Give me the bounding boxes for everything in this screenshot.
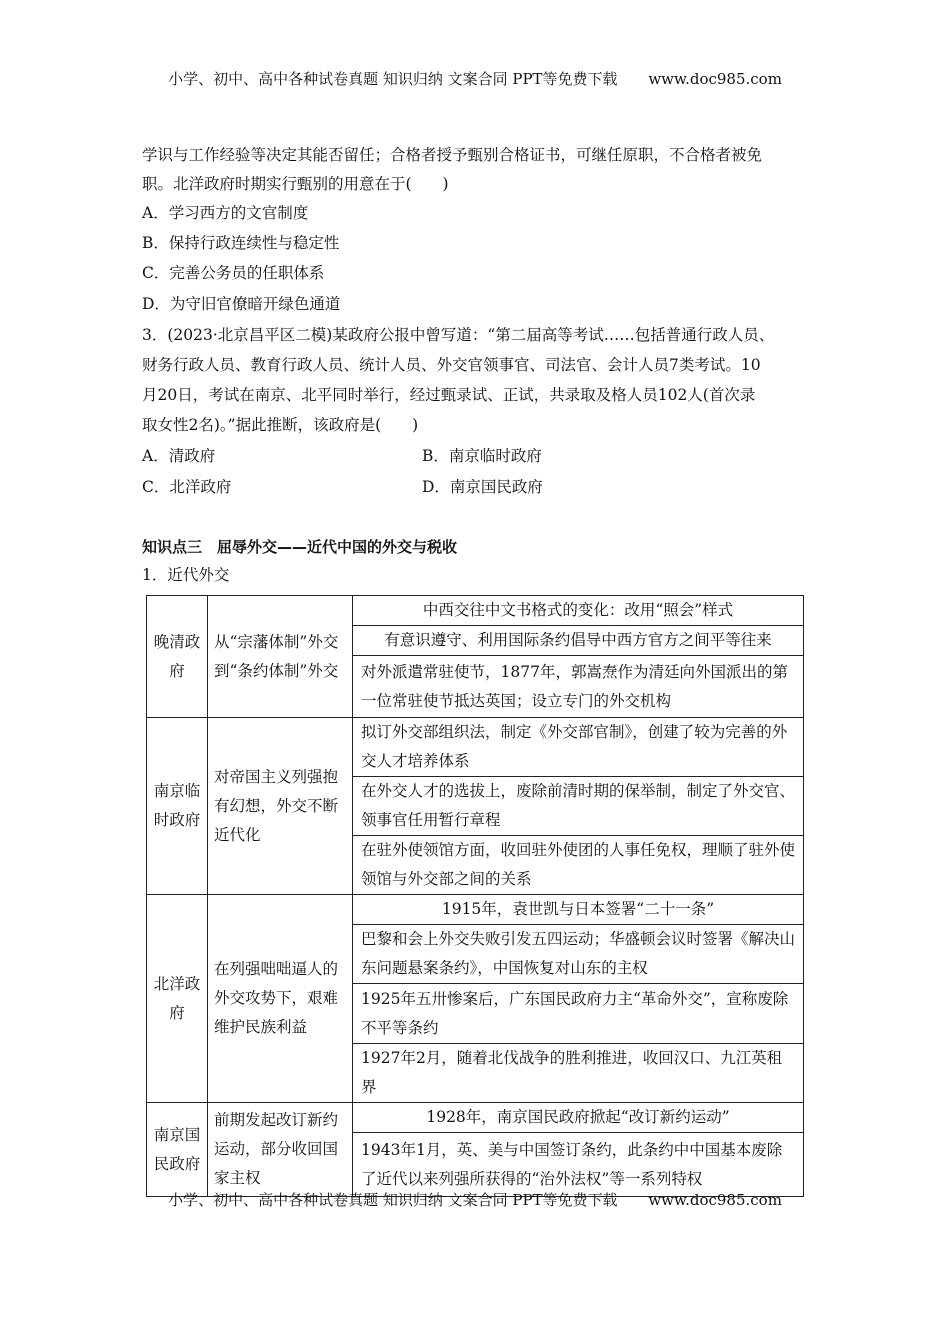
gov-cell: 北洋政府	[147, 895, 208, 1103]
q2-stem-line: 学识与工作经验等决定其能否留任；合格者授予甄别合格证书，可继任原职，不合格者被免	[142, 146, 763, 164]
q2-option-d: D．为守旧官僚暗开绿色通道	[142, 295, 341, 313]
item-cell: 拟订外交部组织法，制定《外交部官制》，创建了较为完善的外交人才培养体系	[353, 718, 804, 777]
summary-cell: 对帝国主义列强抱有幻想，外交不断近代化	[208, 718, 353, 895]
item-cell: 对外派遣常驻使节，1877年，郭嵩焘作为清廷向外国派出的第一位常驻使节抵达英国；设立专门的外交机构	[353, 656, 804, 718]
header-text: 小学、初中、高中各种试卷真题 知识归纳 文案合同 PPT等免费下载	[168, 70, 618, 88]
footer-text: 小学、初中、高中各种试卷真题 知识归纳 文案合同 PPT等免费下载	[168, 1191, 618, 1209]
q2-option-a: A．学习西方的文官制度	[142, 204, 309, 222]
q3-option-a: A．清政府	[142, 447, 216, 465]
gov-cell: 南京临时政府	[147, 718, 208, 895]
item-cell: 1925年五卅惨案后，广东国民政府力主“革命外交”，宣称废除不平等条约	[353, 984, 804, 1044]
q3-option-d: D．南京国民政府	[422, 478, 543, 496]
page-header	[0, 69, 950, 89]
q2-stem-line: 职。北洋政府时期实行甄别的用意在于( )	[142, 175, 449, 193]
item-cell: 1927年2月，随着北伐战争的胜利推进，收回汉口、九江英租界	[353, 1044, 804, 1103]
item-cell: 有意识遵守、利用国际条约倡导中西方官方之间平等往来	[353, 626, 804, 656]
summary-cell: 前期发起改订新约运动，部分收回国家主权	[208, 1103, 353, 1197]
q3-stem-line: 月20日，考试在南京、北平同时举行，经过甄录试、正试，共录取及格人员102人(首次录	[142, 386, 756, 404]
q3-stem-line: 3．(2023·北京昌平区二模)某政府公报中曾写道：“第二届高等考试……包括普通行政人员、	[142, 326, 775, 344]
section-title: 知识点三 屈辱外交——近代中国的外交与税收	[142, 538, 458, 556]
item-cell: 中西交往中文书格式的变化：改用“照会”样式	[353, 596, 804, 626]
q3-stem-line: 取女性2名)。”据此推断，该政府是( )	[142, 416, 419, 434]
summary-cell: 从“宗藩体制”外交到“条约体制”外交	[208, 596, 353, 718]
summary-cell: 在列强咄咄逼人的外交攻势下，艰难维护民族利益	[208, 895, 353, 1103]
item-cell: 在驻外使领馆方面，收回驻外使团的人事任免权，理顺了驻外使领馆与外交部之间的关系	[353, 836, 804, 895]
item-cell: 1943年1月，英、美与中国签订条约，此条约中中国基本废除了近代以来列强所获得的“治外法权”等一系列特权	[353, 1133, 804, 1197]
item-cell: 巴黎和会上外交失败引发五四运动；华盛顿会议时签署《解决山东问题悬案条约》，中国恢复对山东的主权	[353, 925, 804, 984]
q3-option-b: B．南京临时政府	[422, 447, 542, 465]
gov-cell: 南京国民政府	[147, 1103, 208, 1197]
section-subtitle: 1．近代外交	[142, 566, 230, 584]
item-cell: 1915年，袁世凯与日本签署“二十一条”	[353, 895, 804, 925]
diplomacy-table	[146, 595, 804, 1197]
gov-cell: 晚清政府	[147, 596, 208, 718]
item-cell: 1928年，南京国民政府掀起“改订新约运动”	[353, 1103, 804, 1133]
page-footer	[0, 1190, 950, 1210]
header-site: www.doc985.com	[648, 70, 782, 88]
footer-site: www.doc985.com	[648, 1191, 782, 1209]
item-cell: 在外交人才的选拔上，废除前清时期的保举制，制定了外交官、领事官任用暂行章程	[353, 777, 804, 836]
q3-stem-line: 财务行政人员、教育行政人员、统计人员、外交官领事官、司法官、会计人员7类考试。10	[142, 356, 761, 374]
q2-option-c: C．完善公务员的任职体系	[142, 264, 325, 282]
q2-option-b: B．保持行政连续性与稳定性	[142, 234, 340, 252]
q3-option-c: C．北洋政府	[142, 478, 232, 496]
